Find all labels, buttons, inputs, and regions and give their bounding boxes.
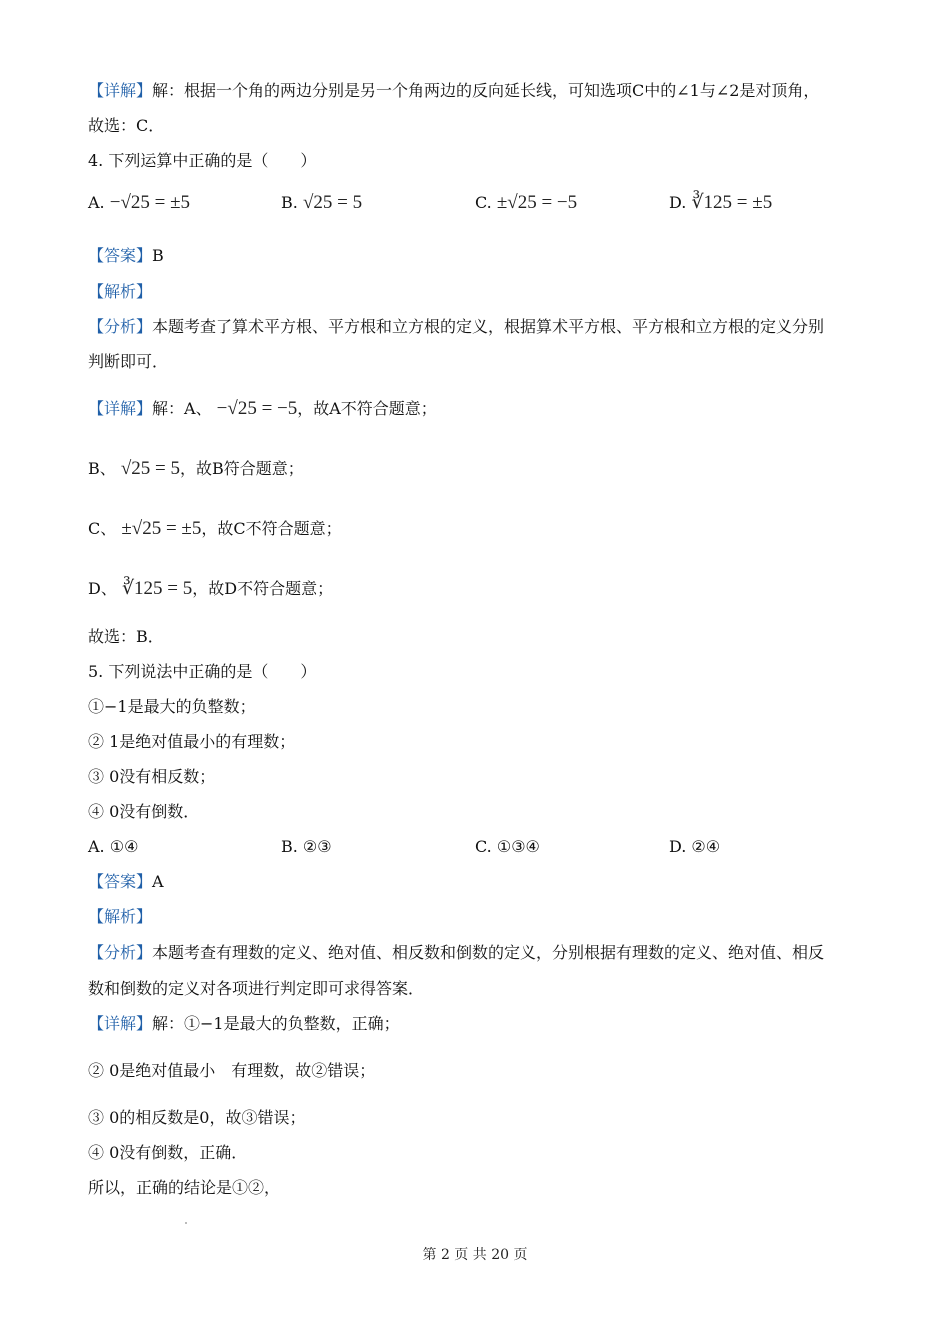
- q5-statement-3: ③ 0没有相反数；: [88, 767, 216, 786]
- q4-detail-c: [88, 518, 342, 540]
- q5-option-d: D. ②④: [669, 837, 721, 856]
- question-4: 4. 下列运算中正确的是（ ）: [88, 151, 317, 170]
- option-label: D.: [669, 193, 687, 212]
- answer-value: B: [152, 246, 164, 265]
- fenxi-tag: 【分析】: [88, 317, 153, 336]
- q4-fenxi-line-2: 判断即可．: [88, 352, 169, 371]
- q5-option-c: C. ①③④: [475, 837, 540, 856]
- detail-prefix: B、: [88, 459, 116, 478]
- q4-option-d: [669, 192, 772, 214]
- q5-option-b: B. ②③: [281, 837, 332, 856]
- detail-math: ±√25 = ±5: [121, 518, 202, 539]
- detail-line-q3: [88, 80, 819, 102]
- detail-prefix: D、: [88, 579, 117, 598]
- q5-statement-1: ①−1是最大的负整数；: [88, 697, 256, 716]
- answer-value: A: [152, 872, 164, 891]
- option-math: √25 = 5: [302, 192, 363, 213]
- detail-text: 解：①−1是最大的负整数，正确；: [152, 1014, 400, 1033]
- q4-fenxi-line-1: [88, 316, 824, 338]
- q5-detail-4: ④ 0没有倒数，正确．: [88, 1143, 248, 1162]
- q5-answer: [88, 871, 164, 893]
- q4-analysis-tag: 【解析】: [88, 282, 153, 301]
- detail-tag: 【详解】: [88, 399, 153, 418]
- option-label: B.: [281, 193, 298, 212]
- answer-tag: 【答案】: [88, 246, 153, 265]
- q4-detail-d: [88, 578, 333, 600]
- q5-statement-4: ④ 0没有倒数．: [88, 802, 200, 821]
- detail-suffix: ，故B符合题意；: [180, 459, 304, 478]
- option-math: −√25 = ±5: [109, 192, 191, 213]
- q4-detail-a: [88, 398, 437, 420]
- detail-math: ∛125 = 5: [121, 578, 193, 599]
- option-math: ∛125 = ±5: [691, 192, 773, 213]
- detail-suffix: ，故D不符合题意；: [192, 579, 334, 598]
- option-label: A.: [88, 193, 105, 212]
- detail-tag: 【详解】: [88, 81, 153, 100]
- q5-detail-2: ② 0是绝对值最小 有理数，故②错误；: [88, 1061, 376, 1080]
- q5-detail-3: ③ 0的相反数是0，故③错误；: [88, 1108, 306, 1127]
- q5-statement-2: ② 1是绝对值最小的有理数；: [88, 732, 296, 751]
- fenxi-text: 本题考查有理数的定义、绝对值、相反数和倒数的定义，分别根据有理数的定义、绝对值、相反: [152, 943, 825, 962]
- q4-option-c: [475, 192, 577, 214]
- q4-answer: [88, 245, 164, 267]
- q5-option-a: A. ①④: [88, 837, 139, 856]
- detail-prefix: C、: [88, 519, 117, 538]
- q4-option-b: [281, 192, 362, 214]
- q4-detail-b: [88, 458, 304, 480]
- q5-fenxi-line-1: [88, 942, 824, 964]
- detail-prefix: 解：A、: [152, 399, 212, 418]
- detail-suffix: ，故A不符合题意；: [297, 399, 437, 418]
- detail-math: √25 = 5: [120, 458, 181, 479]
- page-footer: 第 2 页 共 20 页: [422, 1247, 528, 1263]
- question-5: 5. 下列说法中正确的是（ ）: [88, 662, 317, 681]
- scan-dot: [185, 1222, 187, 1224]
- q5-detail-1: [88, 1013, 400, 1035]
- detail-math: −√25 = −5: [216, 398, 298, 419]
- q5-conclusion: 所以，正确的结论是①②，: [88, 1178, 281, 1197]
- detail-tag: 【详解】: [88, 1014, 153, 1033]
- fenxi-text: 本题考查了算术平方根、平方根和立方根的定义，根据算术平方根、平方根和立方根的定义分别: [152, 317, 825, 336]
- option-label: C.: [475, 193, 492, 212]
- q5-analysis-tag: 【解析】: [88, 907, 153, 926]
- q4-choice: 故选：B．: [88, 627, 164, 646]
- answer-tag: 【答案】: [88, 872, 153, 891]
- q5-fenxi-line-2: 数和倒数的定义对各项进行判定即可求得答案．: [88, 979, 425, 998]
- detail-suffix: ，故C不符合题意；: [201, 519, 342, 538]
- choice-line-q3: 故选：C．: [88, 116, 165, 135]
- fenxi-tag: 【分析】: [88, 943, 153, 962]
- option-math: ±√25 = −5: [496, 192, 578, 213]
- q4-option-a: [88, 192, 190, 214]
- detail-text: 解：根据一个角的两边分别是另一个角两边的反向延长线，可知选项C中的∠1与∠2是对顶角，: [152, 81, 820, 100]
